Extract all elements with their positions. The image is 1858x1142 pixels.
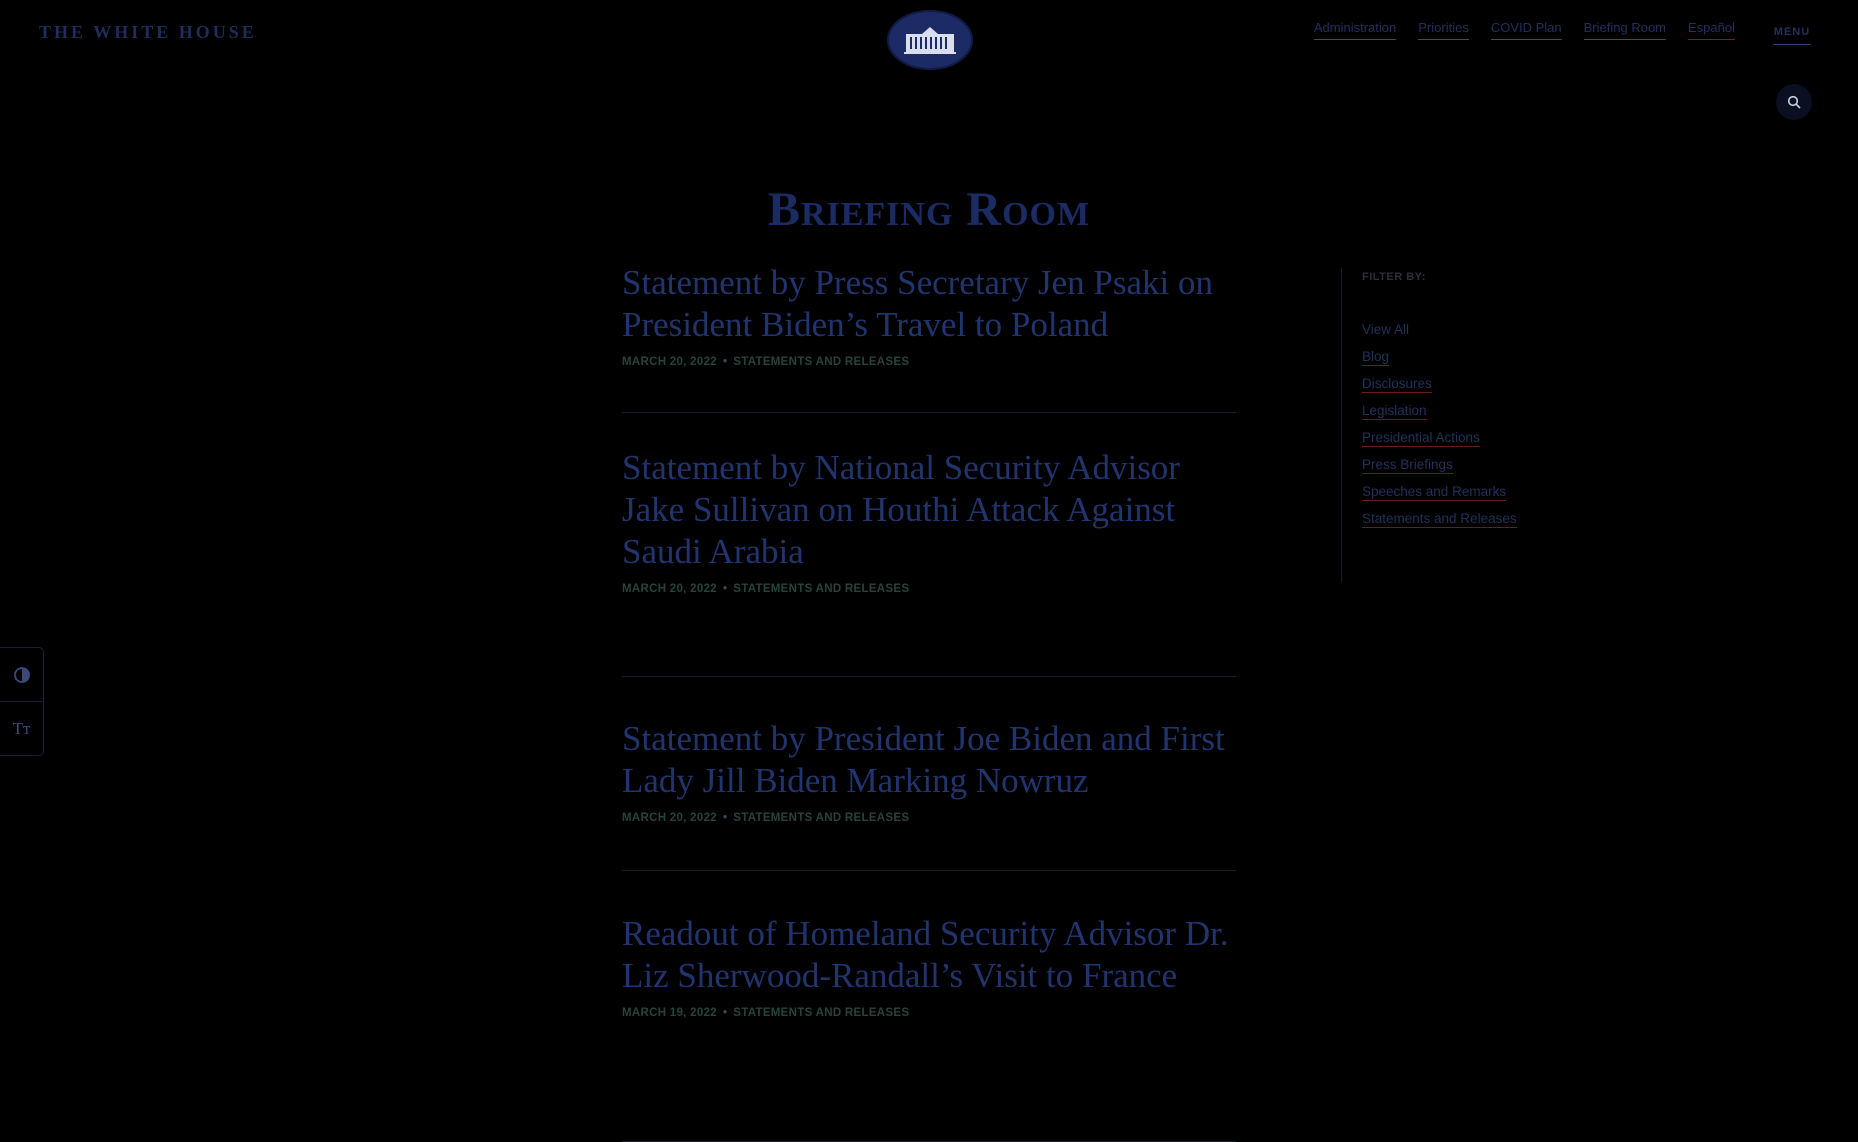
text-size-button[interactable]: Tт: [12, 718, 31, 738]
article-meta: [622, 812, 1236, 824]
article-item: [622, 913, 1236, 1142]
filter-item-statements-and-releases[interactable]: Statements and Releases: [1362, 511, 1517, 526]
contrast-icon: [13, 666, 31, 684]
article-date: MARCH 20, 2022: [622, 812, 717, 824]
meta-separator: •: [722, 583, 728, 595]
filter-item-blog[interactable]: Blog: [1362, 349, 1390, 364]
article-category-link[interactable]: STATEMENTS AND RELEASES: [733, 583, 910, 595]
filter-item-presidential-actions[interactable]: Presidential Actions: [1362, 430, 1480, 445]
article-title-link[interactable]: Statement by National Security Advisor Jake Sullivan on Houthi Attack Against Saudi Arabia: [622, 448, 1180, 571]
article-meta: [622, 1007, 1236, 1019]
search-icon: [1787, 95, 1801, 109]
article-list: [622, 262, 1236, 1142]
article-category-link[interactable]: STATEMENTS AND RELEASES: [733, 1007, 910, 1019]
article-meta: [622, 356, 1236, 368]
article-title-link[interactable]: Statement by President Joe Biden and First Lady Jill Biden Marking Nowruz: [622, 719, 1225, 800]
contrast-toggle-button[interactable]: [0, 648, 43, 702]
search-button[interactable]: [1776, 84, 1812, 120]
filter-item-speeches-and-remarks[interactable]: Speeches and Remarks: [1362, 484, 1507, 499]
article-meta: [622, 583, 1236, 595]
filter-label: FILTER BY:: [1362, 271, 1426, 283]
accessibility-toolbar: [0, 647, 44, 756]
menu-button[interactable]: MENU: [1773, 20, 1811, 45]
nav-espanol[interactable]: Español: [1688, 20, 1735, 40]
white-house-seal-logo[interactable]: [887, 10, 973, 70]
article-date: MARCH 20, 2022: [622, 583, 717, 595]
filter-list: [1362, 321, 1517, 528]
filter-sidebar: [1341, 268, 1517, 582]
primary-nav: [1314, 20, 1735, 40]
page-title: Briefing Room: [767, 183, 1091, 237]
article-item: [622, 447, 1236, 677]
article-item: [622, 262, 1236, 413]
filter-item-legislation[interactable]: Legislation: [1362, 403, 1427, 418]
site-title-link[interactable]: THE WHITE HOUSE: [39, 22, 257, 42]
filter-item-view-all[interactable]: View All: [1362, 322, 1410, 337]
article-date: MARCH 20, 2022: [622, 356, 717, 368]
article-title-link[interactable]: Readout of Homeland Security Advisor Dr. Liz Sherwood-Randall’s Visit to France: [622, 914, 1229, 995]
meta-separator: •: [722, 356, 728, 368]
filter-item-press-briefings[interactable]: Press Briefings: [1362, 457, 1453, 472]
article-title-link[interactable]: Statement by Press Secretary Jen Psaki on President Biden’s Travel to Poland: [622, 263, 1214, 344]
nav-briefing-room[interactable]: Briefing Room: [1584, 20, 1666, 40]
meta-separator: •: [722, 812, 728, 824]
filter-item-disclosures[interactable]: Disclosures: [1362, 376, 1432, 391]
article-date: MARCH 19, 2022: [622, 1007, 717, 1019]
article-item: [622, 718, 1236, 871]
site-header: [0, 0, 1858, 80]
nav-covid-plan[interactable]: COVID Plan: [1491, 20, 1562, 40]
article-category-link[interactable]: STATEMENTS AND RELEASES: [733, 812, 910, 824]
nav-administration[interactable]: Administration: [1314, 20, 1396, 40]
meta-separator: •: [722, 1007, 728, 1019]
article-category-link[interactable]: STATEMENTS AND RELEASES: [733, 356, 910, 368]
nav-priorities[interactable]: Priorities: [1418, 20, 1469, 40]
